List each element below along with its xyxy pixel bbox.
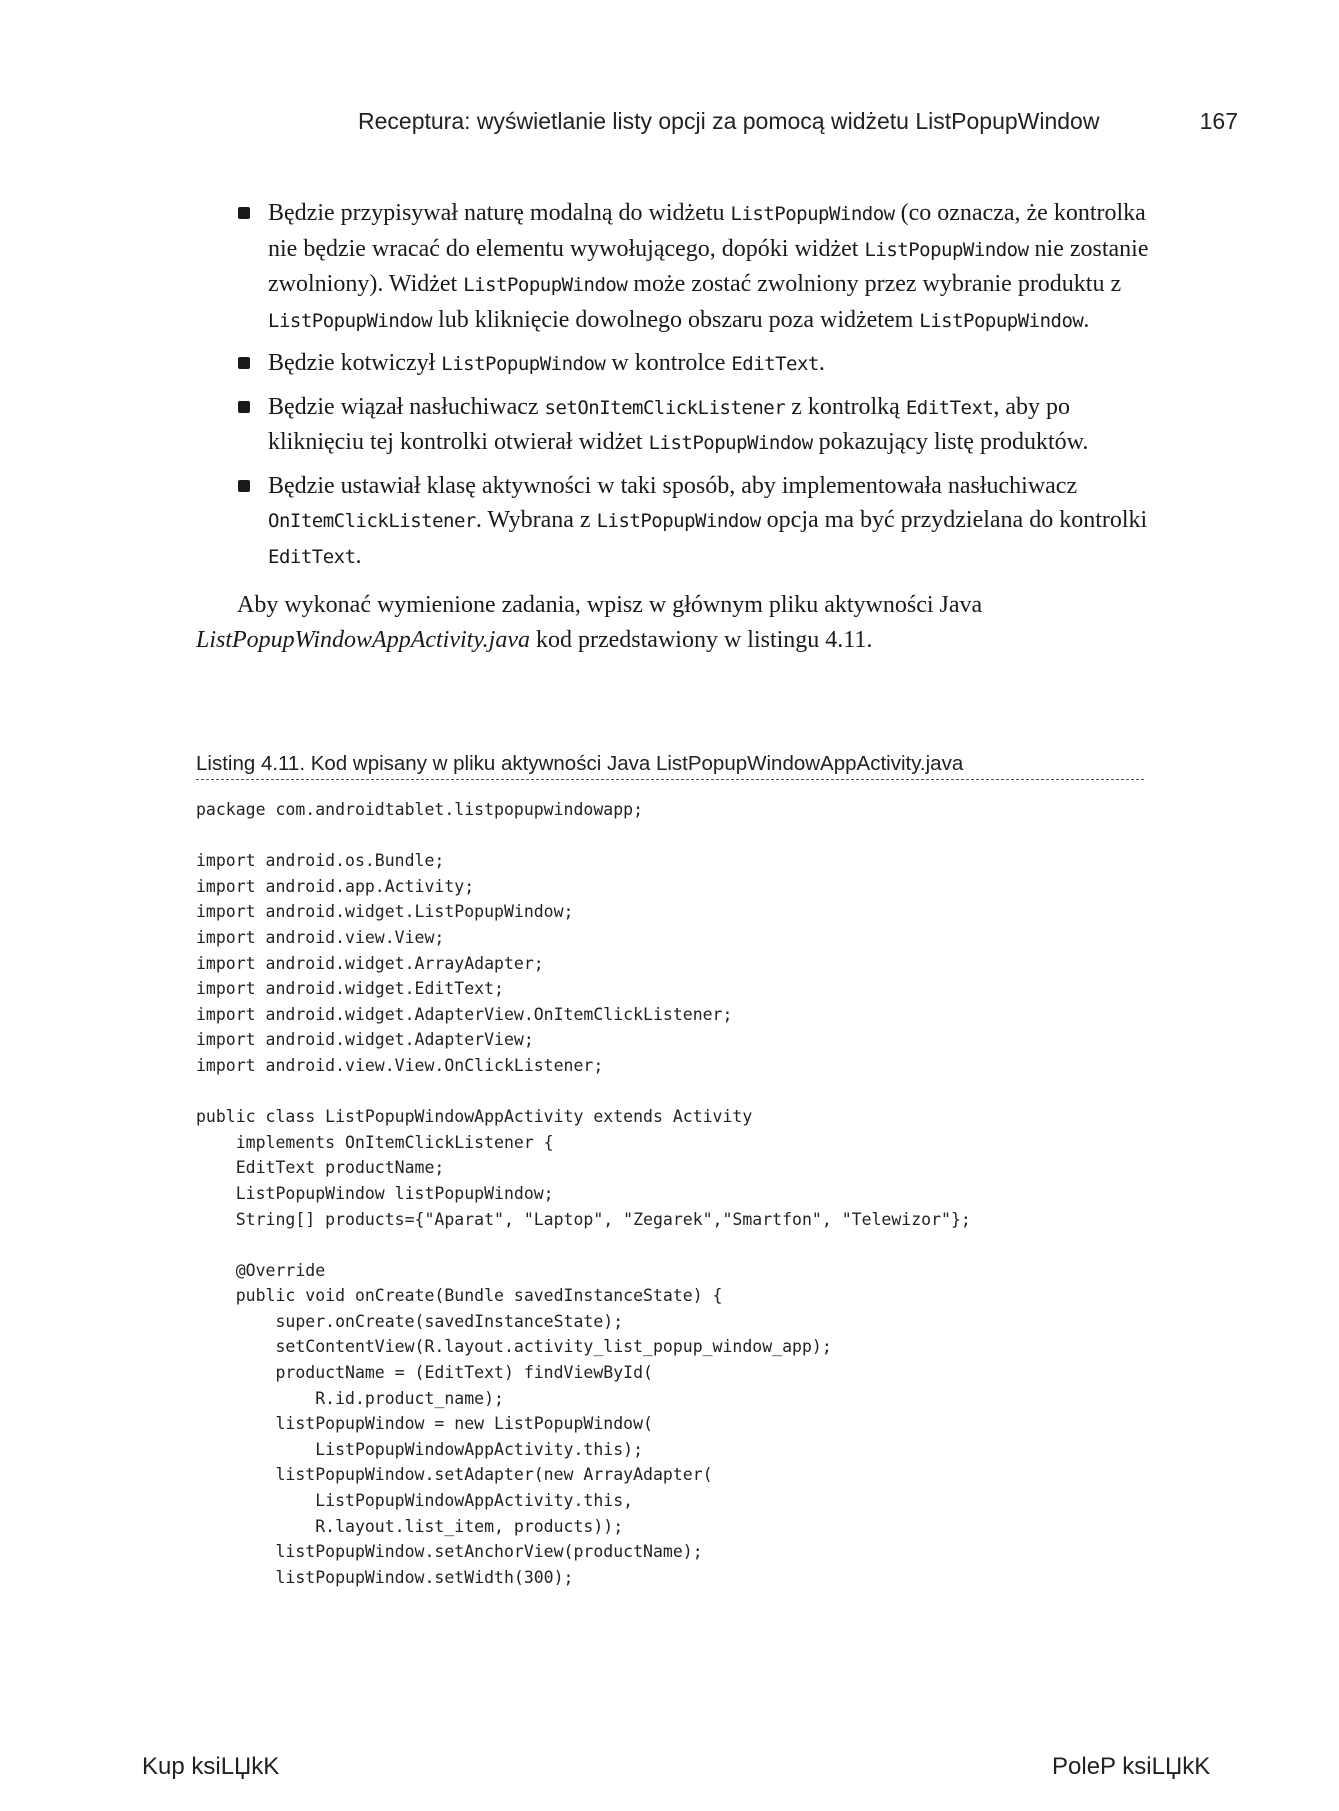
listing-caption: Listing 4.11. Kod wpisany w pliku aktywności Java ListPopupWindowAppActivity.java bbox=[196, 752, 1144, 780]
inline-code: ListPopupWindow bbox=[596, 510, 761, 532]
bullet-square-icon bbox=[238, 480, 250, 492]
bullet-square-icon bbox=[238, 401, 250, 413]
bullet-text: . bbox=[1083, 306, 1090, 333]
paragraph-filename: ListPopupWindowAppActivity.java bbox=[196, 626, 530, 653]
bullet-text: . bbox=[818, 350, 825, 376]
inline-code: OnItemClickListener bbox=[268, 510, 476, 532]
inline-code: EditText bbox=[268, 545, 356, 568]
page-number: 167 bbox=[1199, 108, 1238, 134]
intro-paragraph bbox=[196, 588, 1156, 657]
bullet-text: opcja ma być przydzielana do kontrolki bbox=[760, 507, 1148, 533]
bullet-square-icon bbox=[238, 207, 250, 219]
bullet-text: Będzie ustawiał klasę aktywności w taki sposób, aby implementowała nasłuchiwacz bbox=[268, 472, 1078, 499]
inline-code: EditText bbox=[905, 396, 994, 419]
bullet-text: . bbox=[355, 542, 362, 569]
footer-buy-link[interactable]: Kup ksiLЏkK bbox=[142, 1753, 280, 1780]
inline-code: EditText bbox=[731, 353, 819, 375]
inline-code: ListPopupWindow bbox=[441, 353, 606, 375]
paragraph-text-after: kod przedstawiony w listingu 4.11. bbox=[529, 626, 873, 653]
bullet-item bbox=[196, 196, 1156, 338]
bullet-text: Będzie wiązał nasłuchiwacz bbox=[268, 393, 545, 420]
inline-code: setOnItemClickListener bbox=[544, 396, 786, 419]
paragraph-text-before: Aby wykonać wymienione zadania, wpisz w głównym pliku aktywności Java bbox=[237, 592, 983, 618]
bullet-text: nie zostanie zwolniony). Widżet bbox=[268, 235, 1149, 297]
running-title: Receptura: wyświetlanie listy opcji za pomocą widżetu ListPopupWindow bbox=[358, 108, 1100, 134]
inline-code: ListPopupWindow bbox=[648, 432, 813, 454]
bullet-text: z kontrolką bbox=[785, 393, 906, 420]
bullet-text: Będzie kotwiczył bbox=[268, 350, 442, 376]
bullet-text: może zostać zwolniony przez wybranie produktu z bbox=[627, 271, 1122, 297]
inline-code: ListPopupWindow bbox=[919, 309, 1084, 332]
bullet-text: , aby po kliknięciu tej kontrolki otwierał widżet bbox=[268, 393, 1071, 455]
bullet-text: lub kliknięcie dowolnego obszaru poza widżetem bbox=[432, 306, 920, 333]
code-listing: package com.androidtablet.listpopupwindowapp; import android.os.Bundle; import android.app.Activity; import android.widget.ListPopupWindow; import android.view.View; import android.widget.ArrayAdapter; import android.widget.EditText; import android.widget.AdapterView.OnItemClickListener; import android.widget.AdapterView; import android.view.View.OnClickListener; public class ListPopupWindowAppActivity extends Activity implements OnItemClickListener { EditText productName; ListPopupWindow listPopupWindow; String[] products={"Aparat", "Laptop", "Zegarek","Smartfon", "Telewizor"}; @Override public void onCreate(Bundle savedInstanceState) { super.onCreate(savedInstanceState); setContentView(R.layout.activity_list_popup_window_app); productName = (EditText) findViewById( R.id.product_name); listPopupWindow = new ListPopupWindow( ListPopupWindowAppActivity.this); listPopupWindow.setAdapter(new ArrayAdapter( ListPopupWindowAppActivity.this, R.layout.list_item, products)); listPopupWindow.setAnchorView(productName); listPopupWindow.setWidth(300); bbox=[196, 800, 971, 1587]
footer-recommend-link[interactable]: PoleP ksiLЏkK bbox=[1052, 1753, 1211, 1780]
bullet-text: w kontrolce bbox=[605, 350, 732, 376]
page-footer bbox=[0, 1753, 1339, 1787]
bullet-square-icon bbox=[238, 357, 250, 369]
bullet-text: (co oznacza, że kontrolka nie będzie wracać do elementu wywołującego, dopóki widżet bbox=[268, 200, 1146, 262]
inline-code: ListPopupWindow bbox=[268, 309, 433, 332]
bullet-item bbox=[196, 469, 1156, 575]
bullet-text: . Wybrana z bbox=[475, 507, 597, 533]
bullet-text: Będzie przypisywał naturę modalną do widżetu bbox=[268, 200, 731, 226]
inline-code: ListPopupWindow bbox=[730, 203, 895, 225]
page-header bbox=[358, 108, 1238, 142]
inline-code: ListPopupWindow bbox=[463, 274, 628, 296]
bullet-text: pokazujący listę produktów. bbox=[812, 429, 1089, 455]
bullet-item bbox=[196, 346, 1156, 382]
body-text bbox=[196, 196, 1156, 657]
bullet-item bbox=[196, 390, 1156, 461]
bullet-list bbox=[196, 196, 1156, 574]
inline-code: ListPopupWindow bbox=[864, 238, 1029, 261]
